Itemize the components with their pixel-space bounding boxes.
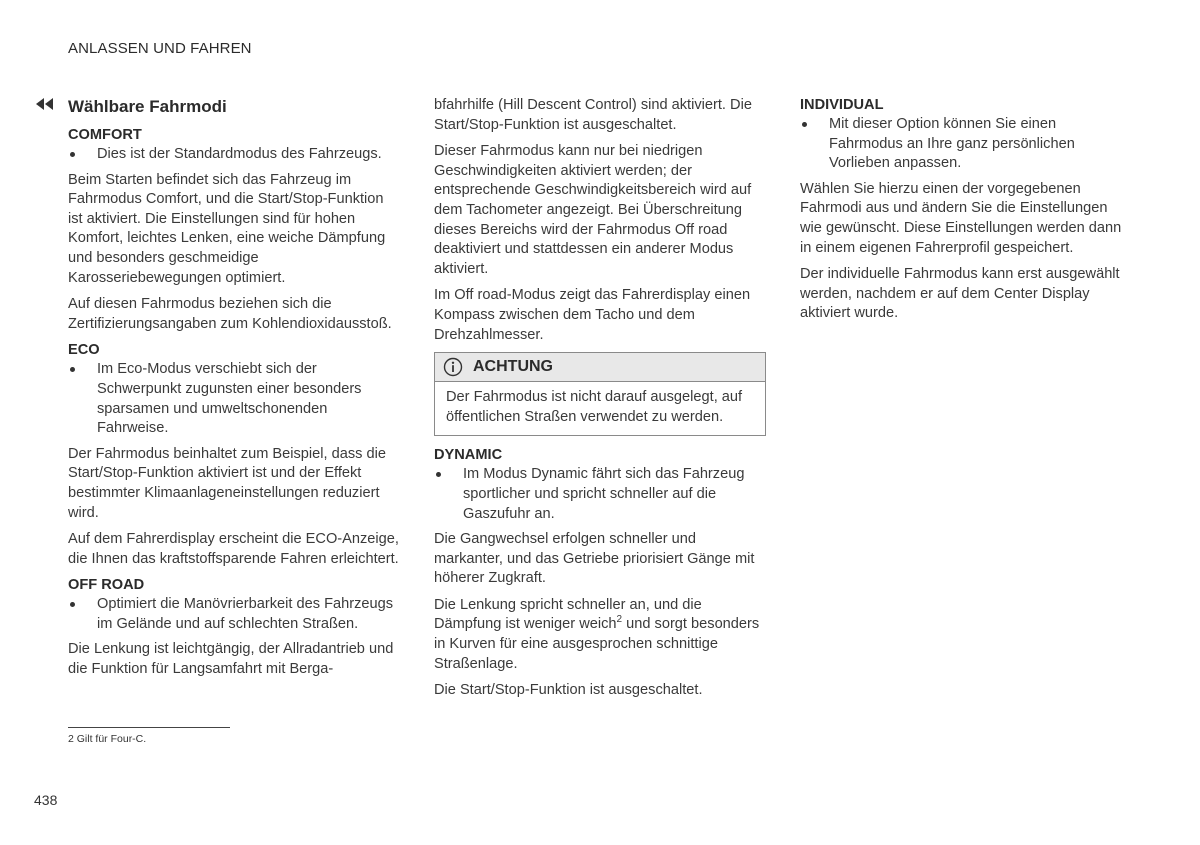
paragraph: Auf dem Fahrerdisplay erscheint die ECO-Anzeige, die Ihnen das kraftstoffsparende Fahren erleichtert.	[68, 531, 399, 567]
paragraph: Die Lenkung ist leichtgängig, der Allradantrieb und die Funktion für Langsamfahrt mit Berga-	[68, 641, 394, 678]
paragraph-with-footnote	[434, 596, 766, 674]
section-title: Wählbare Fahrmodi	[68, 97, 227, 116]
text: und sorgt besonders in Kurven für eine ausgesprochen schnittige Straßenlage.	[434, 616, 760, 672]
footnote-ref[interactable]: 2	[616, 613, 623, 625]
footnote: 2 Gilt für Four-C.	[68, 733, 147, 745]
info-circle-icon	[443, 357, 463, 377]
paragraph: Die Start/Stop-Funktion ist ausgeschaltet.	[434, 682, 703, 699]
heading-dynamic: DYNAMIC	[434, 447, 503, 464]
paragraph: Die Gangwechsel erfolgen schneller und markanter, und das Getriebe priorisiert Gänge mit höherer Zugkraft.	[434, 531, 755, 587]
page-number: 438	[34, 792, 58, 808]
warning-header	[435, 353, 765, 382]
heading-offroad: OFF ROAD	[68, 577, 145, 594]
bullet-individual: Mit dieser Option können Sie einen Fahrmodus an Ihre ganz persönlichen Vorlieben anpassen.	[800, 115, 1132, 174]
bullet-offroad: Optimiert die Manövrierbarkeit des Fahrzeugs im Gelände und auf schlechten Straßen.	[68, 595, 400, 634]
column-middle	[434, 96, 766, 708]
bullet-comfort: Dies ist der Standardmodus des Fahrzeugs.	[68, 145, 400, 165]
double-chevron-left-icon[interactable]	[34, 97, 56, 111]
text: Die Lenkung spricht schneller an, und die Dämpfung ist weniger weich	[434, 596, 702, 633]
warning-title: ACHTUNG	[473, 358, 553, 376]
paragraph: Beim Starten befindet sich das Fahrzeug im Fahrmodus Comfort, und die Start/Stop-Funktion ist aktiviert. Die Einstellungen sind für hohen Komfort, leichtes Lenken, eine weiche Dämpfung und besonders geschmeidige Karosseriebewegungen optimiert.	[68, 171, 386, 286]
paragraph: Im Off road-Modus zeigt das Fahrerdisplay einen Kompass zwischen dem Tacho und dem Drehzahlmesser.	[434, 287, 751, 343]
bullet-dynamic: Im Modus Dynamic fährt sich das Fahrzeug sportlicher und spricht schneller auf die Gaszufuhr an.	[434, 465, 766, 524]
warning-box	[434, 352, 766, 436]
paragraph: Der Fahrmodus beinhaltet zum Beispiel, dass die Start/Stop-Funktion aktiviert ist und der Effekt bestimmter Klimaanlageneinstellungen reduziert wird.	[68, 445, 386, 521]
heading-comfort: COMFORT	[68, 127, 142, 143]
warning-text: Der Fahrmodus ist nicht darauf ausgelegt, auf öffentlichen Straßen verwendet zu werden.	[446, 389, 743, 425]
paragraph: Wählen Sie hierzu einen der vorgegebenen Fahrmodi aus und ändern Sie die Einstellungen wie gewünscht. Diese Einstellungen werden dann in einem eigenen Fahrerprofil gespeichert.	[800, 180, 1122, 256]
chapter-header: ANLASSEN UND FAHREN	[68, 40, 252, 57]
footnote-divider	[68, 727, 230, 728]
heading-eco: ECO	[68, 342, 100, 359]
paragraph: Dieser Fahrmodus kann nur bei niedrigen Geschwindigkeiten aktiviert werden; der entsprechende Geschwindigkeitsbereich wird auf dem Tachometer angezeigt. Bei Überschreitung dieses Bereichs wird der Fahrmodus Off road deaktiviert und stattdessen ein anderer Modus aktiviert.	[434, 143, 752, 277]
column-left	[68, 96, 400, 687]
paragraph: Auf diesen Fahrmodus beziehen sich die Zertifizierungsangaben zum Kohlendioxidausstoß.	[68, 296, 392, 332]
heading-individual: INDIVIDUAL	[800, 97, 884, 113]
paragraph: Der individuelle Fahrmodus kann erst ausgewählt werden, nachdem er auf dem Center Display aktiviert wurde.	[800, 266, 1120, 322]
bullet-eco: Im Eco-Modus verschiebt sich der Schwerpunkt zugunsten einer besonders sparsamen und umweltschonenden Fahrweise.	[68, 360, 400, 438]
paragraph: bfahrhilfe (Hill Descent Control) sind aktiviert. Die Start/Stop-Funktion ist ausgeschaltet.	[434, 97, 752, 133]
column-right	[800, 96, 1132, 331]
